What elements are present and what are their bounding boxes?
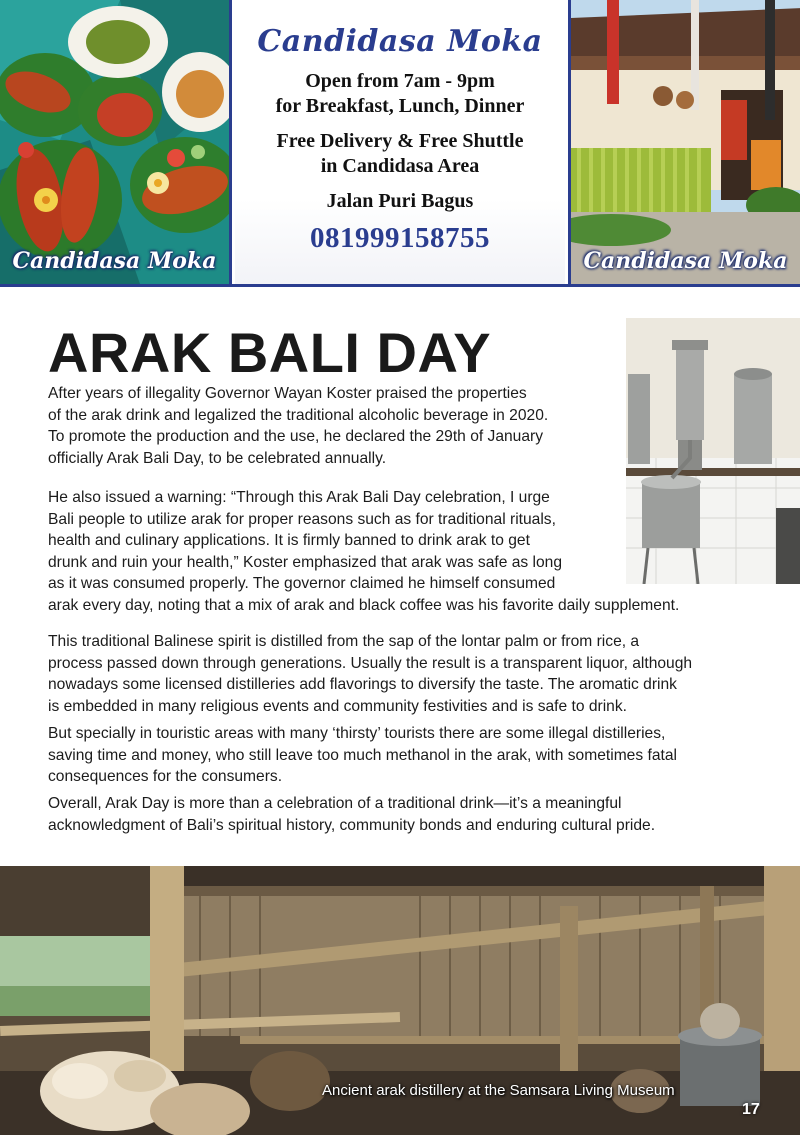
paragraph-4 (48, 723, 760, 788)
paragraph-2 (48, 487, 680, 617)
text-line: officially Arak Bali Day, to be celebrated annually. (48, 449, 387, 467)
text-line: But specially in touristic areas with many ‘thirsty’ tourists there are some illegal distilleries, (48, 725, 666, 742)
storefront-illustration (571, 0, 800, 284)
text-line: nowadays some licensed distilleries add flavorings to diversify the taste. The aromatic drink (48, 676, 677, 694)
still-illustration (626, 318, 800, 584)
delivery-offer: Free Delivery & Free Shuttle (276, 130, 524, 152)
food-illustration (0, 0, 232, 284)
text-line: Overall, Arak Day is more than a celebration of a traditional drink—it’s a meaningful (48, 795, 622, 812)
text-line: saving time and money, who still leave too much methanol in the arak, with sometimes fatal (48, 746, 677, 764)
text-line: as it was consumed properly. The governor claimed he himself consumed (48, 575, 556, 593)
delivery-area: in Candidasa Area (320, 155, 480, 177)
text-line: He also issued a warning: “Through this Arak Bali Day celebration, I urge (48, 489, 550, 506)
address: Jalan Puri Bagus (326, 190, 474, 212)
phone-number[interactable]: 081999158755 (310, 222, 490, 254)
text-line: arak every day, noting that a mix of arak and black coffee was his favorite daily supplement. (48, 596, 680, 614)
restaurant-name: Candidasa Moka (257, 24, 543, 59)
paragraph-1 (48, 383, 614, 469)
restaurant-ad-banner (0, 0, 800, 287)
photo-caption: Ancient arak distillery at the Samsara Living Museum (322, 1082, 675, 1099)
text-line: consequences for the consumers. (48, 768, 283, 786)
food-photo (0, 0, 232, 284)
meals-served: for Breakfast, Lunch, Dinner (275, 95, 525, 117)
storefront-photo (568, 0, 800, 284)
text-line: is embedded in many religious events and community festivities and is safe to drink. (48, 697, 627, 715)
distillery-equipment-photo (626, 318, 800, 584)
paragraph-5 (48, 793, 760, 836)
photo-caption: Candidasa Moka (12, 248, 217, 274)
text-line: process passed down through generations. Usually the result is a transparent liquor, although (48, 654, 693, 672)
opening-hours: Open from 7am - 9pm (305, 70, 495, 92)
ad-info-panel (235, 0, 565, 284)
text-line: drunk and ruin your health,” Koster emphasized that arak was safe as long (48, 553, 563, 571)
text-line: This traditional Balinese spirit is distilled from the sap of the lontar palm or from rice, a (48, 633, 640, 650)
text-line: health and culinary applications. It is firmly banned to drink arak to get (48, 532, 530, 550)
paragraph-3 (48, 631, 760, 717)
text-line: Bali people to utilize arak for proper reasons such as for traditional rituals, (48, 510, 556, 528)
page-number: 17 (742, 1101, 760, 1118)
article-title: ARAK BALI DAY (48, 321, 492, 384)
text-line: After years of illegality Governor Wayan Koster praised the properties (48, 385, 527, 402)
text-line: acknowledgment of Bali’s spiritual history, community bonds and enduring cultural pride. (48, 816, 656, 834)
photo-caption: Candidasa Moka (583, 248, 788, 274)
text-line: To promote the production and the use, he declared the 29th of January (48, 428, 544, 446)
text-line: of the arak drink and legalized the traditional alcoholic beverage in 2020. (48, 406, 549, 424)
